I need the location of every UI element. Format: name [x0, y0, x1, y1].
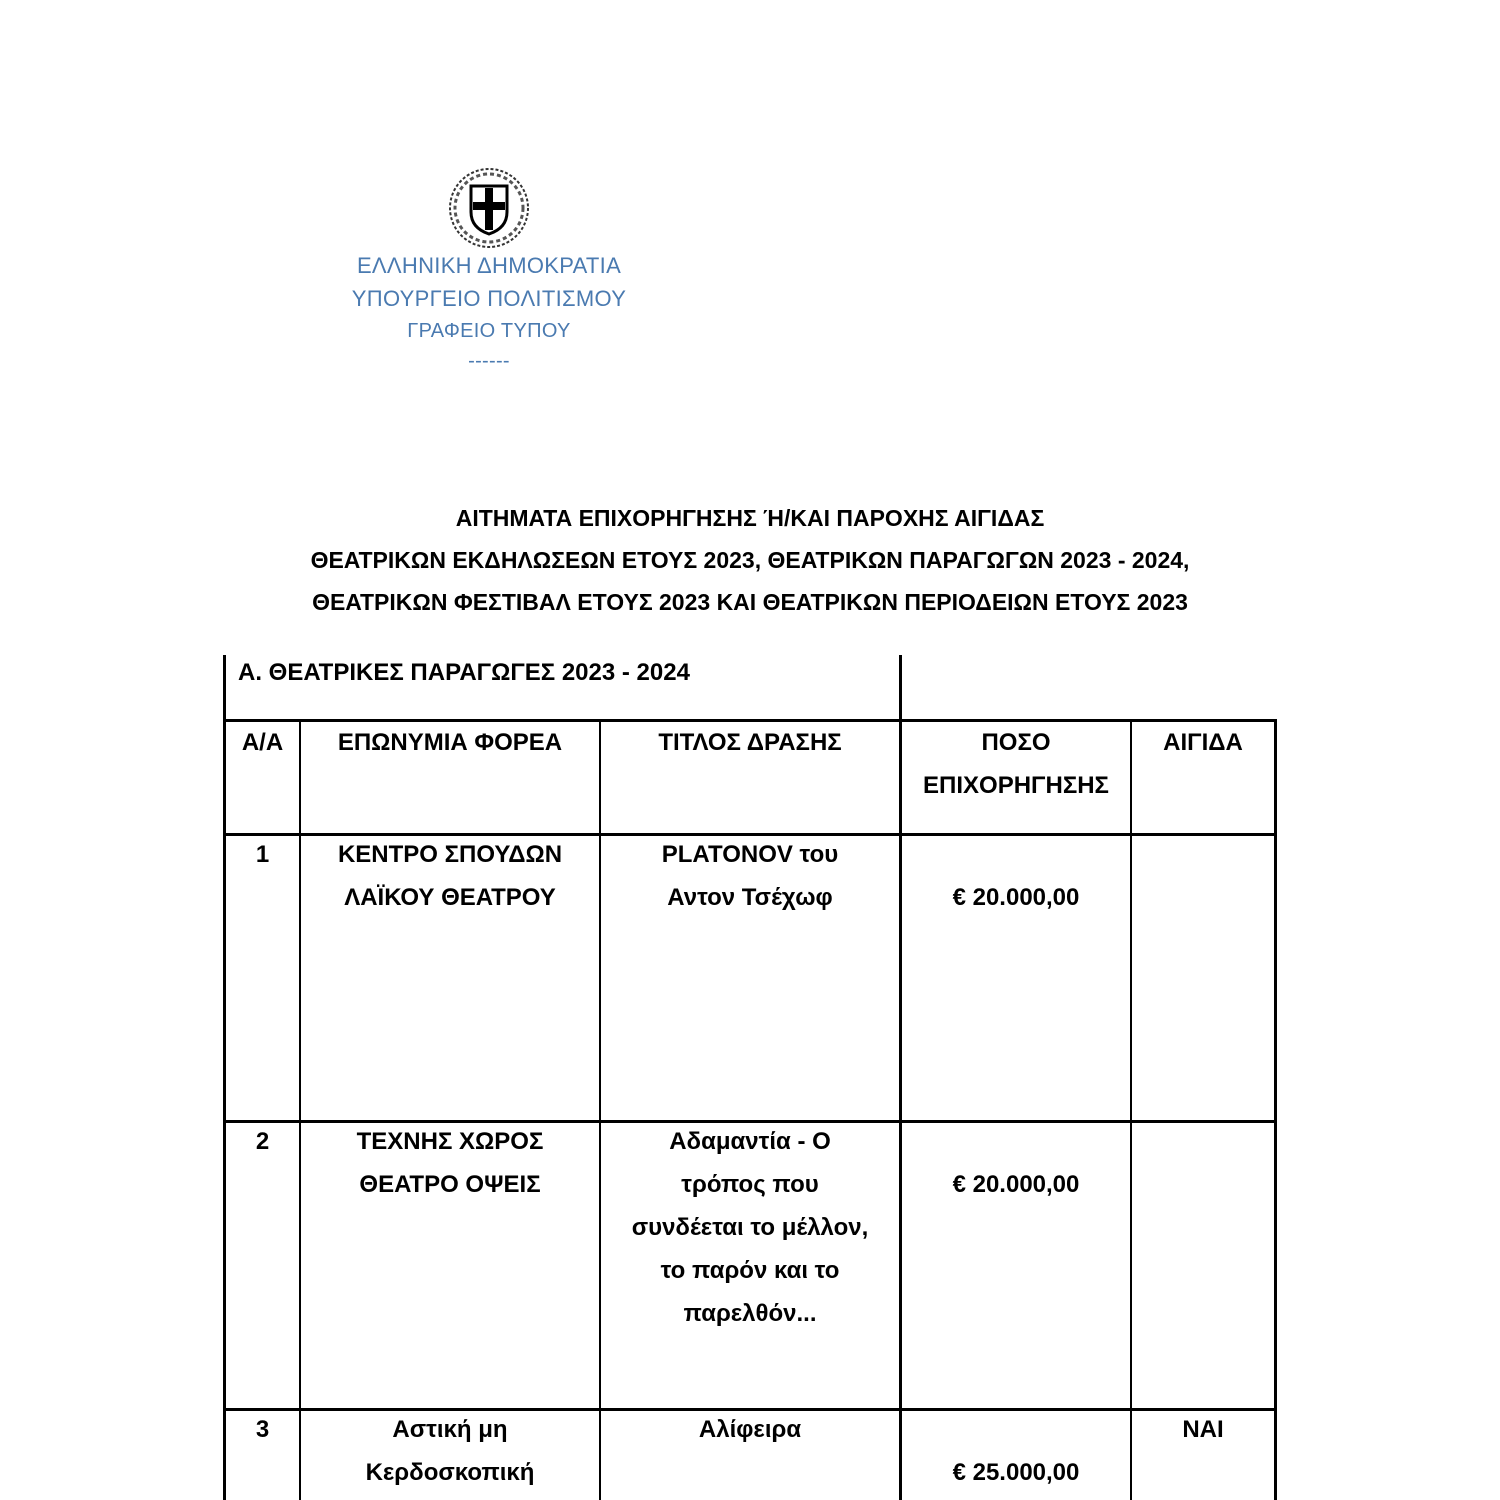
column-header-action: ΤΙΤΛΟΣ ΔΡΑΣΗΣ [658, 729, 842, 756]
table-row-3-entity-line-2: Κερδοσκοπική [365, 1459, 535, 1486]
table-row-2-action-line-2: τρόπος που [681, 1171, 819, 1198]
table-row-3-amount: € 25.000,00 [952, 1459, 1080, 1486]
table-border-left [223, 655, 226, 1500]
table-border-right [1274, 720, 1277, 1500]
table-row-3-entity [301, 1408, 599, 1494]
table-row-2-entity [301, 1120, 599, 1206]
doc-title-line-2: ΘΕΑΤΡΙΚΩΝ ΕΚΔΗΛΩΣΕΩΝ ΕΤΟΥΣ 2023, ΘΕΑΤΡΙΚΩΝ ΠΑΡΑΓΩΓΩΝ 2023 - 2024, [310, 547, 1190, 573]
header-separator: ------ [468, 350, 510, 372]
table-row-1-action-line-1: PLATONOV του [661, 841, 839, 868]
table-row-2-action-line-3: συνδέεται το μέλλον, [631, 1214, 869, 1241]
doc-title-line-1: ΑΙΤΗΜΑΤΑ ΕΠΙΧΟΡΗΓΗΣΗΣ Ή/ΚΑΙ ΠΑΡΟΧΗΣ ΑΙΓΙΔΑΣ [455, 505, 1045, 531]
table-row-2-action [601, 1120, 899, 1335]
column-header-amount-line-1: ΠΟΣΟ [981, 729, 1051, 756]
table-row-3-action [601, 1408, 899, 1451]
org-name-press-office: ΓΡΑΦΕΙΟ ΤΥΠΟΥ [407, 320, 571, 342]
table-row-1-aa: 1 [255, 841, 270, 868]
doc-title-line-3: ΘΕΑΤΡΙΚΩΝ ΦΕΣΤΙΒΑΛ ΕΤΟΥΣ 2023 ΚΑΙ ΘΕΑΤΡΙΚΩΝ ΠΕΡΙΟΔΕΙΩΝ ΕΤΟΥΣ 2023 [312, 589, 1188, 615]
table-row-3-entity-line-1: Αστική μη [392, 1416, 508, 1443]
table-row-2-action-line-5: παρελθόν... [683, 1300, 817, 1327]
column-header-aa: Α/Α [241, 729, 284, 756]
table-row-2-action-line-1: Αδαμαντία - Ο [669, 1128, 831, 1155]
table-row-3-auspices: ΝΑΙ [1182, 1416, 1224, 1443]
table-row-3-action-line-1: Αλίφειρα [698, 1416, 802, 1443]
table-row-2-action-line-4: το παρόν και το [660, 1257, 840, 1284]
org-name-republic: ΕΛΛΗΝΙΚΗ ΔΗΜΟΚΡΑΤΙΑ [356, 253, 622, 278]
table-row-1-entity-line-1: ΚΕΝΤΡΟ ΣΠΟΥΔΩΝ [337, 841, 563, 868]
table-row-3-aa: 3 [255, 1416, 270, 1443]
table-row-1-action-line-2: Αντον Τσέχωφ [667, 884, 833, 911]
column-header-amount [902, 721, 1130, 807]
greek-coat-of-arms-icon [447, 166, 531, 250]
table-col-divider-4 [1130, 720, 1132, 1500]
section-title: Α. ΘΕΑΤΡΙΚΕΣ ΠΑΡΑΓΩΓΕΣ 2023 - 2024 [238, 659, 690, 686]
table-row-1-action [601, 833, 899, 919]
table-row-1-amount: € 20.000,00 [952, 884, 1080, 911]
table-row-2-entity-line-2: ΘΕΑΤΡΟ ΟΨΕΙΣ [359, 1171, 541, 1198]
table-row-2-entity-line-1: ΤΕΧΝΗΣ ΧΩΡΟΣ [356, 1128, 544, 1155]
table-row-1-entity [301, 833, 599, 919]
column-header-auspices: ΑΙΓΙΔΑ [1163, 729, 1243, 756]
table-row-2-aa: 2 [255, 1128, 270, 1155]
column-header-entity: ΕΠΩΝΥΜΙΑ ΦΟΡΕΑ [337, 729, 563, 756]
table-row-1-entity-line-2: ΛΑΪΚΟΥ ΘΕΑΤΡΟΥ [344, 884, 556, 911]
org-name-ministry: ΥΠΟΥΡΓΕΙΟ ΠΟΛΙΤΙΣΜΟΥ [351, 286, 627, 311]
column-header-amount-line-2: ΕΠΙΧΟΡΗΓΗΣΗΣ [923, 772, 1109, 799]
table-row-2-amount: € 20.000,00 [952, 1171, 1080, 1198]
